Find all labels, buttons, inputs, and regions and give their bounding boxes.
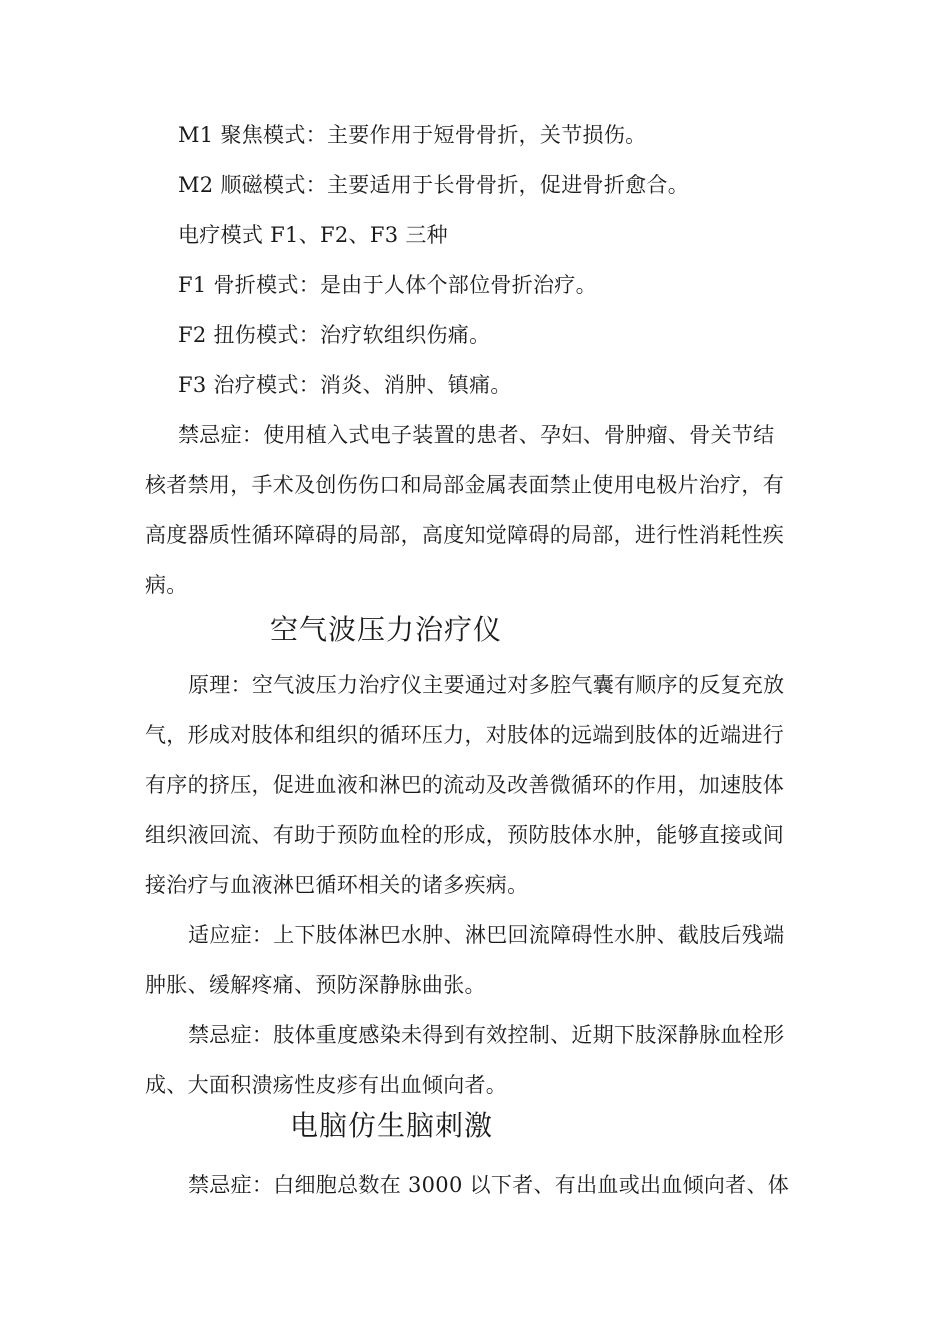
mode-m1-text: M1 聚焦模式：主要作用于短骨骨折，关节损伤。: [178, 123, 647, 147]
principle-line-2: 气，形成对肢体和组织的循环压力，对肢体的远端到肢体的近端进行: [145, 723, 784, 747]
contraindication-2-line-2: 成、大面积溃疡性皮疹有出血倾向者。: [145, 1073, 508, 1097]
contraindication-1-line-1: 禁忌症：使用植入式电子装置的患者、孕妇、骨肿瘤、骨关节结: [178, 423, 775, 447]
electro-mode-intro: 电疗模式 F1、F2、F3 三种: [178, 223, 448, 247]
section-title-air-wave: 空气波压力治疗仪: [270, 613, 503, 646]
contraindication-1-line-3: 高度器质性循环障碍的局部，高度知觉障碍的局部，进行性消耗性疾: [145, 523, 784, 547]
contraindication-1-line-4: 病。: [145, 573, 188, 597]
principle-line-1: 原理：空气波压力治疗仪主要通过对多腔气囊有顺序的反复充放: [188, 673, 785, 697]
principle-line-3: 有序的挤压，促进血液和淋巴的流动及改善微循环的作用，加速肢体: [145, 773, 784, 797]
contraindication-3-line-1: 禁忌症：白细胞总数在 3000 以下者、有出血或出血倾向者、体: [188, 1173, 790, 1197]
indication-line-2: 肿胀、缓解疼痛、预防深静脉曲张。: [145, 973, 486, 997]
mode-f2-text: F2 扭伤模式：治疗软组织伤痛。: [178, 323, 491, 347]
contraindication-1-line-2: 核者禁用，手术及创伤伤口和局部金属表面禁止使用电极片治疗，有: [145, 473, 784, 497]
section-title-brain-stimulation: 电脑仿生脑刺激: [290, 1109, 494, 1142]
mode-f1-text: F1 骨折模式：是由于人体个部位骨折治疗。: [178, 273, 597, 297]
contraindication-2-line-1: 禁忌症：肢体重度感染未得到有效控制、近期下肢深静脉血栓形: [188, 1023, 785, 1047]
principle-line-5: 接治疗与血液淋巴循环相关的诸多疾病。: [145, 873, 529, 897]
mode-m2-text: M2 顺磁模式：主要适用于长骨骨折，促进骨折愈合。: [178, 173, 690, 197]
indication-line-1: 适应症：上下肢体淋巴水肿、淋巴回流障碍性水肿、截肢后残端: [188, 923, 785, 947]
mode-f3-text: F3 治疗模式：消炎、消肿、镇痛。: [178, 373, 512, 397]
principle-line-4: 组织液回流、有助于预防血栓的形成，预防肢体水肿，能够直接或间: [145, 823, 784, 847]
